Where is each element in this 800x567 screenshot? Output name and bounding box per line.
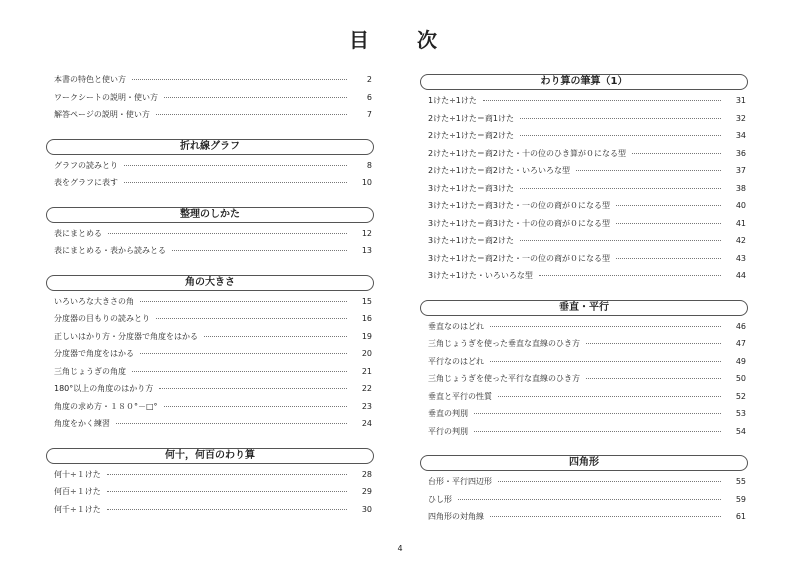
toc-entry-page: 37 [735,166,746,175]
dot-leader [474,431,721,432]
toc-entry-title: 何十÷１けた [54,469,101,479]
toc-section [46,207,374,263]
toc-entry-page: 22 [361,384,372,393]
dot-leader [458,499,721,500]
toc-entry-title: 四角形の対角線 [428,512,484,521]
section-header: 何十，何百のわり算 [46,448,374,464]
dot-leader [616,223,721,224]
section-header: 折れ線グラフ [46,139,374,155]
toc-entry[interactable] [420,95,748,113]
toc-entry[interactable] [46,366,374,384]
toc-entry-page: 19 [361,331,372,341]
toc-entry-page: 24 [361,419,372,428]
toc-entry[interactable] [420,511,748,529]
toc-entry[interactable] [420,373,748,391]
toc-entry-title: 何千÷１けた [54,504,101,514]
toc-entry[interactable] [46,313,374,331]
toc-entry[interactable] [46,486,374,504]
dot-leader [140,301,347,302]
toc-entry-page: 40 [735,201,746,210]
dot-leader [616,205,721,206]
toc-entry-title: 分度器で角度をはかる [54,349,134,358]
toc-entry[interactable] [46,160,374,178]
dot-leader [498,396,721,397]
toc-entry-page: 15 [361,296,372,306]
toc-entry-title: 2けた÷1けた＝商2けた・十の位のひき算が０になる型 [428,148,626,158]
toc-entry-page: 47 [735,339,746,348]
toc-entry-title: 解答ページの説明・使い方 [54,110,150,119]
toc-entry-title: グラフの読みとり [54,160,118,170]
toc-entry[interactable] [420,253,748,271]
dot-leader [586,343,721,344]
toc-entry-page: 41 [735,218,746,228]
toc-entry-title: 180°以上の角度のはかり方 [54,384,154,393]
toc-section [420,300,748,444]
toc-entry-title: 角度の求め方・１８０°－□° [54,401,158,411]
dot-leader [156,318,347,319]
toc-entry-title: 垂直の判別 [428,409,468,418]
toc-entry-page: 16 [361,314,372,323]
toc-entry-title: 表をグラフに表す [54,178,118,187]
dot-leader [586,378,721,379]
dot-leader [520,118,721,119]
toc-entry-title: 三角じょうぎの角度 [54,366,126,376]
toc-entry-page: 36 [735,148,746,158]
dot-leader [520,135,721,136]
toc-entry[interactable] [46,504,374,522]
dot-leader [632,153,721,154]
toc-section [46,275,374,436]
toc-section [420,455,748,529]
dot-leader [159,388,347,389]
toc-entry-title: ワークシートの説明・使い方 [54,92,158,102]
toc-entry[interactable] [46,348,374,366]
toc-entry[interactable] [46,109,374,127]
dot-leader [490,516,721,517]
toc-entry-page: 54 [735,426,746,436]
dot-leader [539,275,721,276]
section-header: 垂直・平行 [420,300,748,316]
toc-entry-title: 垂直と平行の性質 [428,391,492,401]
toc-entry[interactable] [46,92,374,110]
toc-entry[interactable] [46,383,374,401]
toc-entry-title: 3けた÷1けた＝商2けた・一の位の商が０になる型 [428,253,610,263]
section-header: 整理のしかた [46,207,374,223]
toc-entry-page: 50 [735,374,746,383]
toc-entry-page: 55 [735,477,746,486]
dot-leader [132,371,347,372]
toc-entry[interactable] [420,165,748,183]
toc-entry[interactable] [420,426,748,444]
toc-entry-title: 1けた÷1けた [428,96,477,105]
toc-entry-title: 3けた÷1けた＝商3けた・十の位の商が０になる型 [428,218,610,228]
toc-entry[interactable] [420,476,748,494]
dot-leader [124,165,347,166]
toc-entry-title: 3けた÷1けた・いろいろな型 [428,271,533,280]
toc-entry[interactable] [46,74,374,92]
toc-entry-page: 32 [735,113,746,123]
toc-entry-page: 42 [735,236,746,245]
dot-leader [140,353,347,354]
toc-entry-title: 3けた÷1けた＝商2けた [428,236,514,245]
toc-entry-title: 表にまとめる [54,228,102,238]
toc-entry[interactable] [420,391,748,409]
toc-entry-title: 正しいはかり方・分度器で角度をはかる [54,331,198,341]
dot-leader [520,240,721,241]
toc-entry-page: 61 [735,512,746,521]
toc-section [46,139,374,195]
toc-entry-title: 三角じょうぎを使った垂直な直線のひき方 [428,339,580,348]
dot-leader [107,509,347,510]
toc-entry-page: 30 [361,504,372,514]
dot-leader [108,233,347,234]
toc-entry-title: 3けた÷1けた＝商3けた・一の位の商が０になる型 [428,201,610,210]
toc-entry[interactable] [420,113,748,131]
toc-entry-title: 表にまとめる・表から読みとる [54,246,166,255]
toc-entry[interactable] [420,408,748,426]
dot-leader [474,413,721,414]
dot-leader [124,182,347,183]
page-title: 目 次 [349,28,451,52]
toc-entry[interactable] [46,296,374,314]
toc-entry-page: 44 [735,271,746,280]
toc-entry[interactable] [420,218,748,236]
toc-entry[interactable] [420,338,748,356]
toc-section [46,448,374,522]
dot-leader [156,114,347,115]
section-header: わり算の筆算（1） [420,74,748,90]
toc-entry-page: 34 [735,131,746,140]
toc-entry-page: 52 [735,391,746,401]
toc-entry-title: 2けた÷1けた＝商2けた・いろいろな型 [428,166,570,175]
toc-entry-page: 38 [735,183,746,193]
dot-leader [164,97,347,98]
toc-entry-title: 2けた÷1けた＝商1けた [428,113,514,123]
toc-entry[interactable] [46,245,374,263]
dot-leader [132,79,347,80]
dot-leader [576,170,721,171]
toc-section [420,74,748,288]
toc-entry[interactable] [420,356,748,374]
toc-entry-page: 6 [366,92,372,102]
toc-entry-title: ひし形 [428,494,452,504]
dot-leader [520,188,721,189]
dot-leader [490,326,721,327]
toc-entry-page: 20 [361,349,372,358]
toc-entry-title: 平行なのはどれ [428,356,484,366]
toc-entry[interactable] [46,177,374,195]
toc-entry-page: 13 [361,246,372,255]
toc-entry-title: 分度器の目もりの読みとり [54,314,150,323]
dot-leader [164,406,347,407]
toc-entry[interactable] [46,331,374,349]
toc-entry-title: 2けた÷1けた＝商2けた [428,131,514,140]
toc-entry-page: 23 [361,401,372,411]
dot-leader [107,474,347,475]
toc-entry-page: 10 [361,178,372,187]
toc-entry-page: 7 [366,110,372,119]
toc-entry-title: 何百÷１けた [54,487,101,496]
section-header: 四角形 [420,455,748,471]
toc-entry[interactable] [46,228,374,246]
toc-entry-title: 三角じょうぎを使った平行な直線のひき方 [428,374,580,383]
toc-entry-page: 12 [361,228,372,238]
toc-entry-title: 本書の特色と使い方 [54,75,126,84]
toc-entry-page: 46 [735,321,746,331]
toc-entry[interactable] [420,200,748,218]
dot-leader [498,481,721,482]
toc-entry-page: 31 [735,96,746,105]
toc-entry-page: 53 [735,409,746,418]
toc-entry-title: 角度をかく練習 [54,419,110,428]
toc-entry[interactable] [46,401,374,419]
toc-entry[interactable] [420,235,748,253]
dot-leader [483,100,721,101]
toc-entry-page: 21 [361,366,372,376]
toc-entry-page: 49 [735,356,746,366]
toc-entry[interactable] [420,183,748,201]
section-header: 角の大きさ [46,275,374,291]
toc-left-column [46,74,374,529]
dot-leader [204,336,347,337]
toc-entry[interactable] [46,418,374,436]
toc-entry-page: 2 [366,75,372,84]
toc-entry[interactable] [420,270,748,288]
toc-entry[interactable] [420,130,748,148]
dot-leader [490,361,721,362]
toc-entry-page: 29 [361,487,372,496]
toc-entry-title: 台形・平行四辺形 [428,477,492,486]
toc-entry-title: 平行の判別 [428,426,468,436]
toc-entry[interactable] [420,148,748,166]
toc-right-column [420,74,748,537]
toc-entry-page: 8 [366,160,372,170]
dot-leader [616,258,721,259]
toc-entry-page: 28 [361,469,372,479]
toc-intro [46,74,374,127]
toc-entry[interactable] [46,469,374,487]
toc-entry-page: 43 [735,253,746,263]
toc-entry[interactable] [420,494,748,512]
toc-entry[interactable] [420,321,748,339]
dot-leader [116,423,347,424]
toc-entry-title: 3けた÷1けた＝商3けた [428,183,514,193]
toc-entry-title: いろいろな大きさの角 [54,296,134,306]
toc-entry-page: 59 [735,494,746,504]
dot-leader [172,250,347,251]
dot-leader [107,491,347,492]
page-number: 4 [397,544,403,553]
toc-entry-title: 垂直なのはどれ [428,321,484,331]
